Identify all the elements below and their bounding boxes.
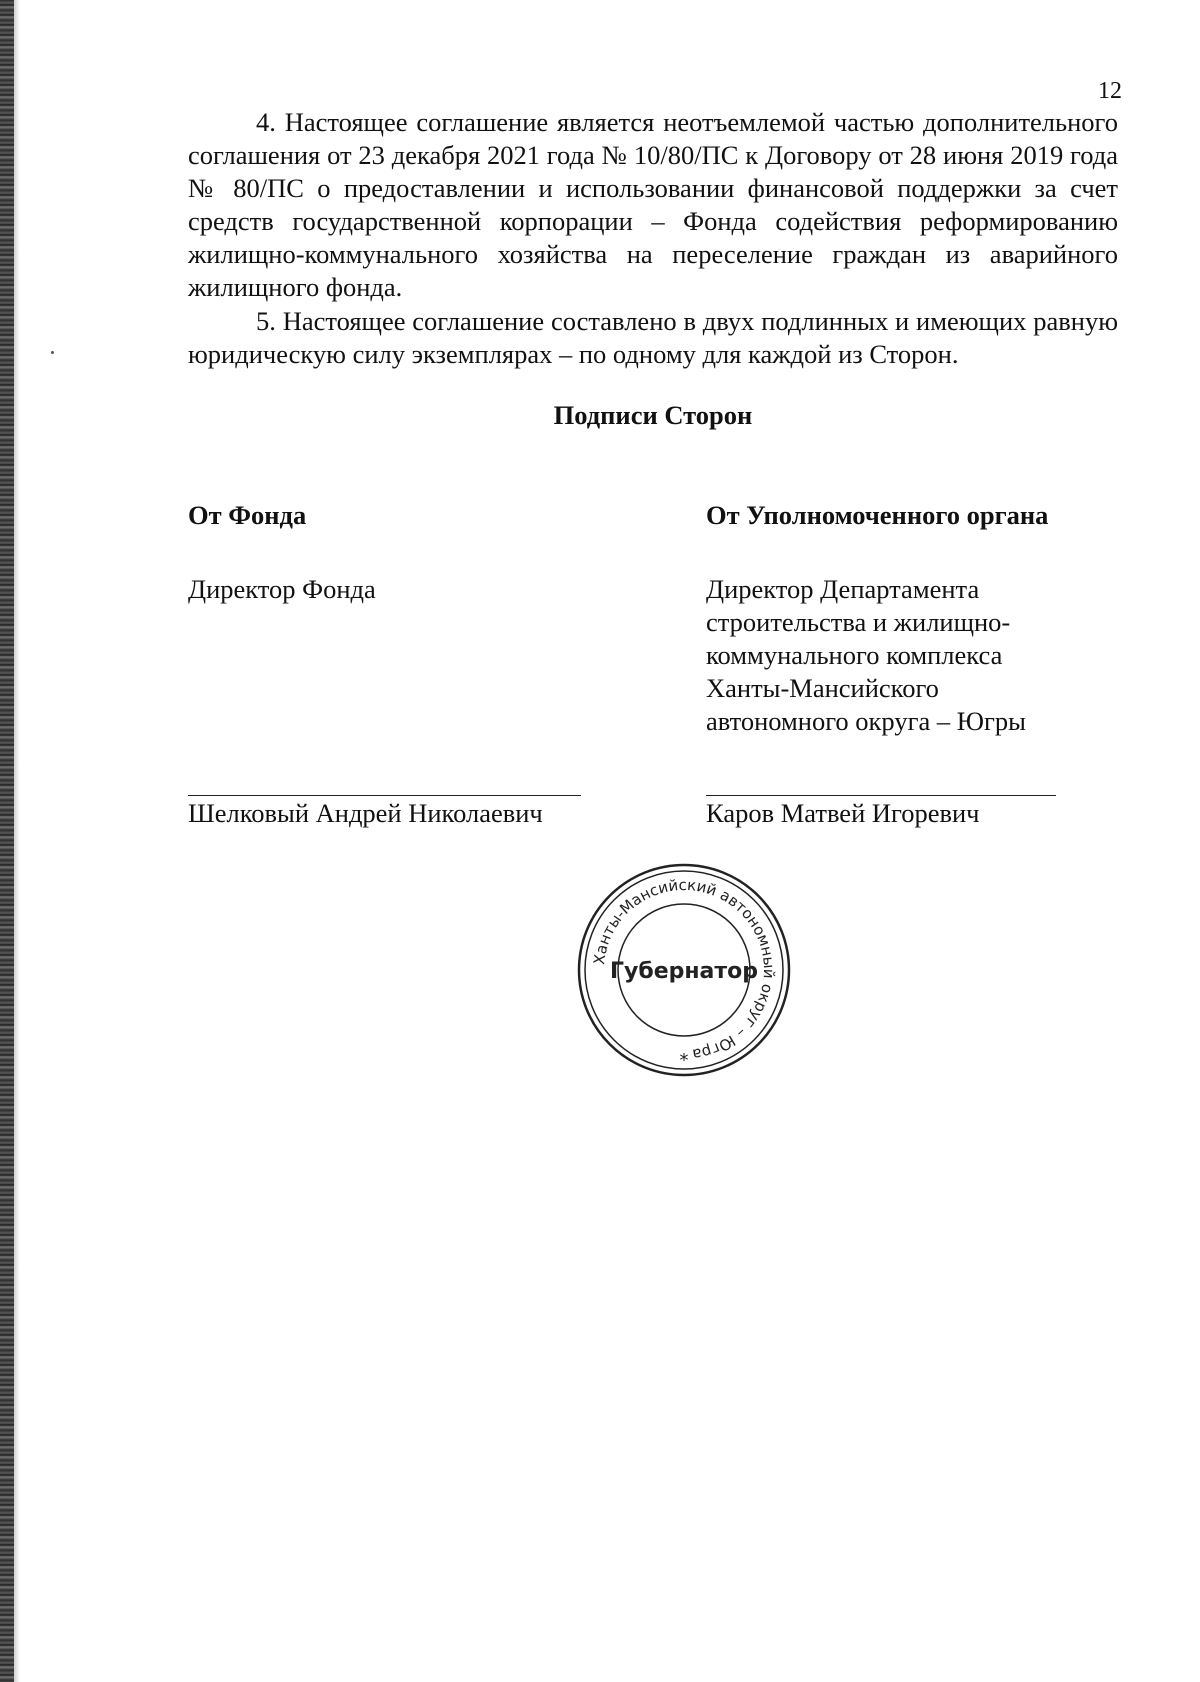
right-signature-line [706, 795, 1056, 796]
right-position-line: строительства и жилищно- [706, 607, 1011, 637]
right-signer-name: Каров Матвей Игоревич [706, 798, 980, 828]
paragraph-5: 5. Настоящее соглашение составлено в двух подлинных и имеющих равную юридическую силу экземплярах – по одному для каждой из Сторон. [188, 306, 1118, 369]
governor-seal [574, 860, 794, 1080]
left-party-position: Директор Фонда [188, 574, 376, 604]
right-party-heading: От Уполномоченного органа [706, 500, 1049, 530]
scan-speck [51, 351, 54, 354]
right-position-line: Ханты-Мансийского [706, 673, 939, 703]
signatures-title: Подписи Сторон [553, 400, 753, 430]
seal-center-text: Губернатор [609, 959, 759, 984]
right-position-line: коммунального комплекса [706, 640, 1003, 670]
right-party-position [706, 573, 1106, 738]
seal-ring-textpath: Ханты-Мансийский автономный округ – Югра [590, 875, 779, 1064]
page-number: 12 [1098, 78, 1122, 104]
scan-edge-artifact [0, 0, 14, 1682]
seal-star: * [679, 1050, 689, 1071]
scan-edge-shadow [14, 0, 20, 1682]
left-signer-name: Шелковый Андрей Николаевич [188, 798, 543, 828]
right-position-line: автономного округа – Югры [706, 706, 1026, 736]
right-position-line: Директор Департамента [706, 574, 980, 604]
left-party-heading: От Фонда [188, 500, 307, 530]
left-signature-line [188, 795, 581, 796]
paragraph-4: 4. Настоящее соглашение является неотъемлемой частью дополнительного соглашения от 23 декабря 2021 года № 10/80/ПС к Договору от 28 июня 2019 года № 80/ПС о предоставлении и использовании финансовой поддержки за счет средств государственной корпорации – Фонда содействия реформированию жилищно-коммунального хозяйства на переселение граждан из аварийного жилищного фонда. [188, 107, 1118, 302]
